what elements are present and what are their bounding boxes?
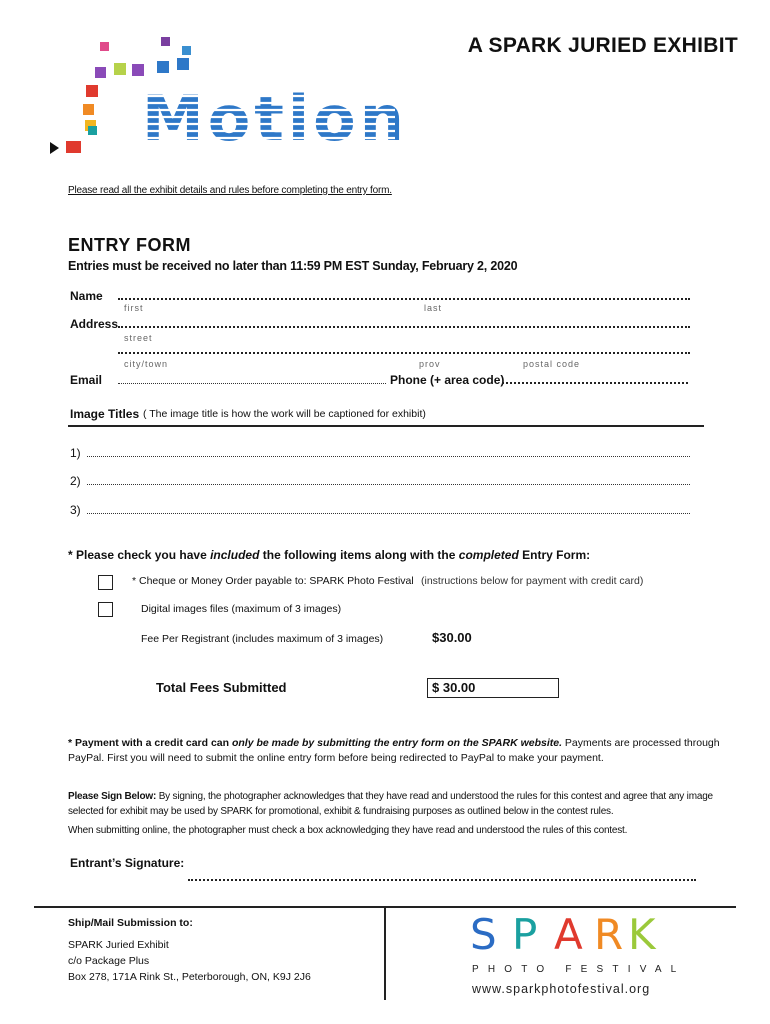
spark-letter-a: A: [554, 910, 583, 959]
first-label: first: [124, 303, 144, 313]
prov-label: prov: [419, 359, 441, 369]
ship-heading: Ship/Mail Submission to:: [68, 917, 193, 929]
cheque-checkbox[interactable]: [98, 575, 113, 590]
signature-label: Entrant’s Signature:: [70, 856, 185, 870]
checklist-intro-suffix: Entry Form:: [518, 548, 591, 562]
ship-line-2: c/o Package Plus: [68, 955, 150, 967]
email-field-line[interactable]: [118, 383, 386, 384]
payment-rest: Payments are processed through PayPal. First you will need to submit the online entry form before being redirected to PayPal to make your payment.: [68, 737, 720, 764]
page-title: A SPARK JURIED EXHIBIT: [467, 34, 738, 57]
address-label: Address: [70, 317, 119, 331]
fee-label: Fee Per Registrant (includes maximum of 3 images): [141, 633, 384, 645]
total-fees-label: Total Fees Submitted: [156, 680, 287, 695]
spark-letter-k: K: [628, 910, 656, 959]
online-rule-text: When submitting online, the photographer must check a box acknowledging they have read and understood the rules of this contest.: [68, 825, 628, 836]
payment-paragraph: [68, 736, 738, 766]
checklist-intro-prefix: * Please check you have: [68, 548, 211, 562]
deadline-text: Entries must be received no later than 11:59 PM EST Sunday, February 2, 2020: [68, 259, 518, 273]
sign-text: By signing, the photographer acknowledges that they have read and understood the rules for this contest and agree that any image selected for exhibit may be used by SPARK for promotional, exhibit & fundraising purposes as outlined below in the contest rules.: [68, 791, 713, 817]
total-fees-value: $ 30.00: [432, 680, 476, 695]
motion-wordmark: Motion: [142, 82, 400, 155]
sign-paragraph: [68, 790, 744, 819]
motion-logo-graphic: [50, 30, 400, 160]
signature-line[interactable]: [188, 879, 696, 881]
checklist-intro-mid: the following items along with the: [259, 548, 459, 562]
checklist-intro-em1: included: [210, 548, 260, 562]
fee-value: $30.00: [432, 630, 472, 645]
title-line-3[interactable]: [87, 513, 690, 514]
phone-field-line[interactable]: [502, 382, 688, 384]
title-line-2[interactable]: [87, 484, 690, 485]
spark-letter-s: S: [470, 910, 497, 959]
checklist-intro: [68, 548, 590, 562]
city-field-line[interactable]: [118, 352, 690, 354]
motion-logo: [50, 30, 400, 160]
name-field-line[interactable]: [118, 298, 690, 300]
last-label: last: [424, 303, 443, 313]
rules-notice: Please read all the exhibit details and rules before completing the entry form.: [68, 185, 392, 196]
digital-files-checkbox[interactable]: [98, 602, 113, 617]
ship-line-3: Box 278, 171A Rink St., Peterborough, ON, K9J 2J6: [68, 971, 311, 983]
total-fees-box[interactable]: [427, 678, 559, 698]
spark-letter-r: R: [594, 910, 624, 959]
name-label: Name: [70, 289, 103, 303]
title-number-1: 1): [70, 446, 81, 460]
digital-files-label: Digital images files (maximum of 3 images): [141, 603, 342, 615]
postal-label: postal code: [523, 359, 581, 369]
photo-festival-text: PHOTO FESTIVAL: [472, 964, 686, 975]
street-label: street: [124, 333, 153, 343]
spark-logo: [470, 910, 686, 1004]
email-label: Email: [70, 373, 103, 387]
cheque-item-note: (instructions below for payment with credit card): [421, 575, 644, 587]
image-titles-rule: [68, 425, 704, 427]
title-number-3: 3): [70, 503, 81, 517]
checklist-intro-em2: completed: [458, 548, 519, 562]
image-titles-label: Image Titles: [70, 407, 140, 421]
title-line-1[interactable]: [87, 456, 690, 457]
payment-bold-emphasis: only be made by submitting the entry form on the SPARK website.: [231, 737, 562, 749]
phone-label: Phone (+ area code): [390, 373, 505, 387]
payment-bold-prefix: * Payment with a credit card can: [68, 737, 232, 749]
street-field-line[interactable]: [118, 326, 690, 328]
image-titles-note: ( The image title is how the work will be captioned for exhibit): [143, 408, 426, 420]
sign-bold: Please Sign Below:: [68, 791, 157, 802]
title-number-2: 2): [70, 474, 81, 488]
ship-line-1: SPARK Juried Exhibit: [68, 939, 169, 951]
footer-divider: [384, 906, 386, 1000]
website-link[interactable]: www.sparkphotofestival.org: [472, 982, 651, 996]
spark-letter-p: P: [512, 910, 538, 959]
city-label: city/town: [124, 359, 169, 369]
form-heading: ENTRY FORM: [68, 235, 192, 255]
cheque-item-label: * Cheque or Money Order payable to: SPARK Photo Festival: [132, 575, 414, 587]
